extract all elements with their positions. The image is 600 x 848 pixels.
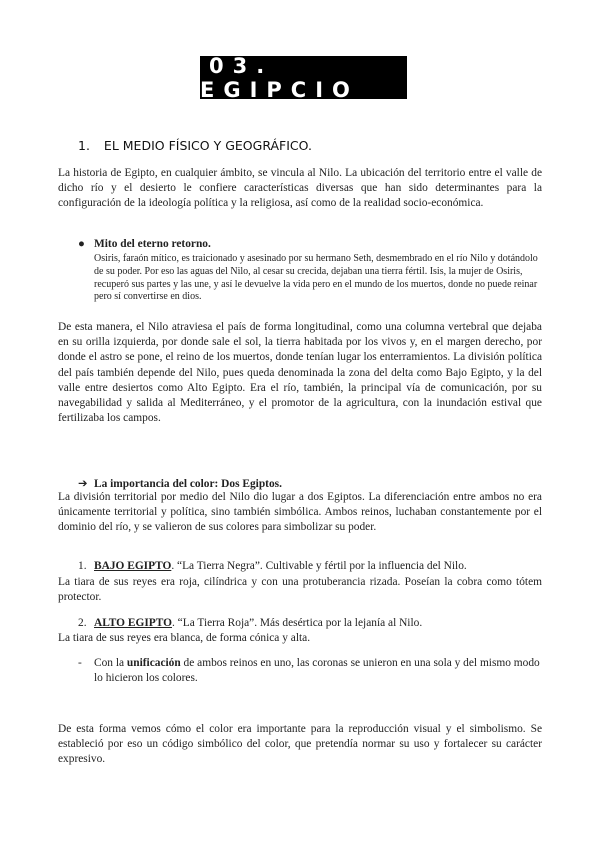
bajo-egipto-detail: La tiara de sus reyes era roja, cilíndrica y con una protuberancia rizada. Poseían la cobra como tótem protector. <box>58 576 542 604</box>
unification-post: de ambos reinos en uno, las coronas se unieron en una sola y del mismo modo lo hicieron los colores. <box>94 657 540 685</box>
section-heading <box>78 138 312 153</box>
list-item-number: 1. <box>78 560 87 572</box>
color-paragraph: La división territorial por medio del Nilo dio lugar a dos Egiptos. La diferenciación entre ambos no era únicamente territorial y política, sino también simbólica. Ambos reinos, luchaban constantemente por el dominio del río, y se valieron de sus colores para simbolizar su poder. <box>58 491 542 534</box>
unification-item <box>78 656 542 686</box>
arrow-right-icon: ➔ <box>78 476 88 490</box>
unification-text <box>78 656 542 686</box>
section-number: 1. <box>78 138 90 153</box>
closing-paragraph: De esta forma vemos cómo el color era importante para la reproducción visual y el simbolismo. Se estableció por eso un código simbólico del color, que pretendía normar su uso y fortalecer su carácter expresivo. <box>58 723 542 766</box>
dash-bullet: - <box>78 657 82 669</box>
color-heading <box>78 476 282 490</box>
section-label: EL MEDIO FÍSICO Y GEOGRÁFICO. <box>103 138 312 153</box>
myth-heading-text: Mito del eterno retorno. <box>94 238 211 250</box>
nile-paragraph: De esta manera, el Nilo atraviesa el país de forma longitudinal, como una columna vertebral que dejaba en su orilla izquierda, por donde sale el sol, la tierra habitada por los vivos y, en el margen derecho, por donde el astro se pone, el reino de los muertos, donde tenían lugar los enterramientos. La división política del país también depende del Nilo, pues queda denominada la zona del delta como Bajo Egipto, y la del valle entre desiertos como Alto Egipto. Era el río, también, la principal vía de comunicación, por su navegabilidad y salida al Mediterráneo, y el promotor de la agricultura, con la inundación estival que fertilizaba los campos. <box>58 321 542 425</box>
alto-egipto-detail: La tiara de sus reyes era blanca, de forma cónica y alta. <box>58 632 311 644</box>
list-item-key: ALTO EGIPTO <box>94 617 172 629</box>
unification-pre: Con la <box>94 657 127 669</box>
list-item-number: 2. <box>78 617 87 629</box>
bullet-icon: ● <box>78 238 85 250</box>
list-item-text: . “La Tierra Roja”. Más desértica por la lejanía al Nilo. <box>171 617 423 629</box>
unification-bold: unificación <box>126 657 181 669</box>
list-item-text: . “La Tierra Negra”. Cultivable y fértil por la influencia del Nilo. <box>171 560 467 572</box>
color-heading-text: La importancia del color: Dos Egiptos. <box>94 478 282 490</box>
page-title: 03. EGIPCIO <box>200 56 407 99</box>
list-item-key: BAJO EGIPTO <box>94 560 172 572</box>
list-item-bajo-egipto <box>78 560 467 572</box>
list-item-alto-egipto <box>78 617 422 629</box>
intro-paragraph: La historia de Egipto, en cualquier ámbito, se vincula al Nilo. La ubicación del territorio entre el valle de dicho río y el desierto le confiere características diversas que han sido determinantes para la configuración de la ideología política y la religiosa, así como de la realidad socio-económica. <box>58 167 542 210</box>
myth-body: Osiris, faraón mítico, es traicionado y asesinado por su hermano Seth, desmembrado en el río Nilo y dotándolo de su poder. Por eso las aguas del Nilo, al cesar su crecida, dejaban una tierra fértil. Isis, la mujer de Osiris, recuperó sus partes y las une, y así le devuelve la vida pero en el mundo de los muertos, donde no puede reinar pero sí convertirse en dios. <box>94 253 538 303</box>
myth-heading <box>78 238 211 250</box>
